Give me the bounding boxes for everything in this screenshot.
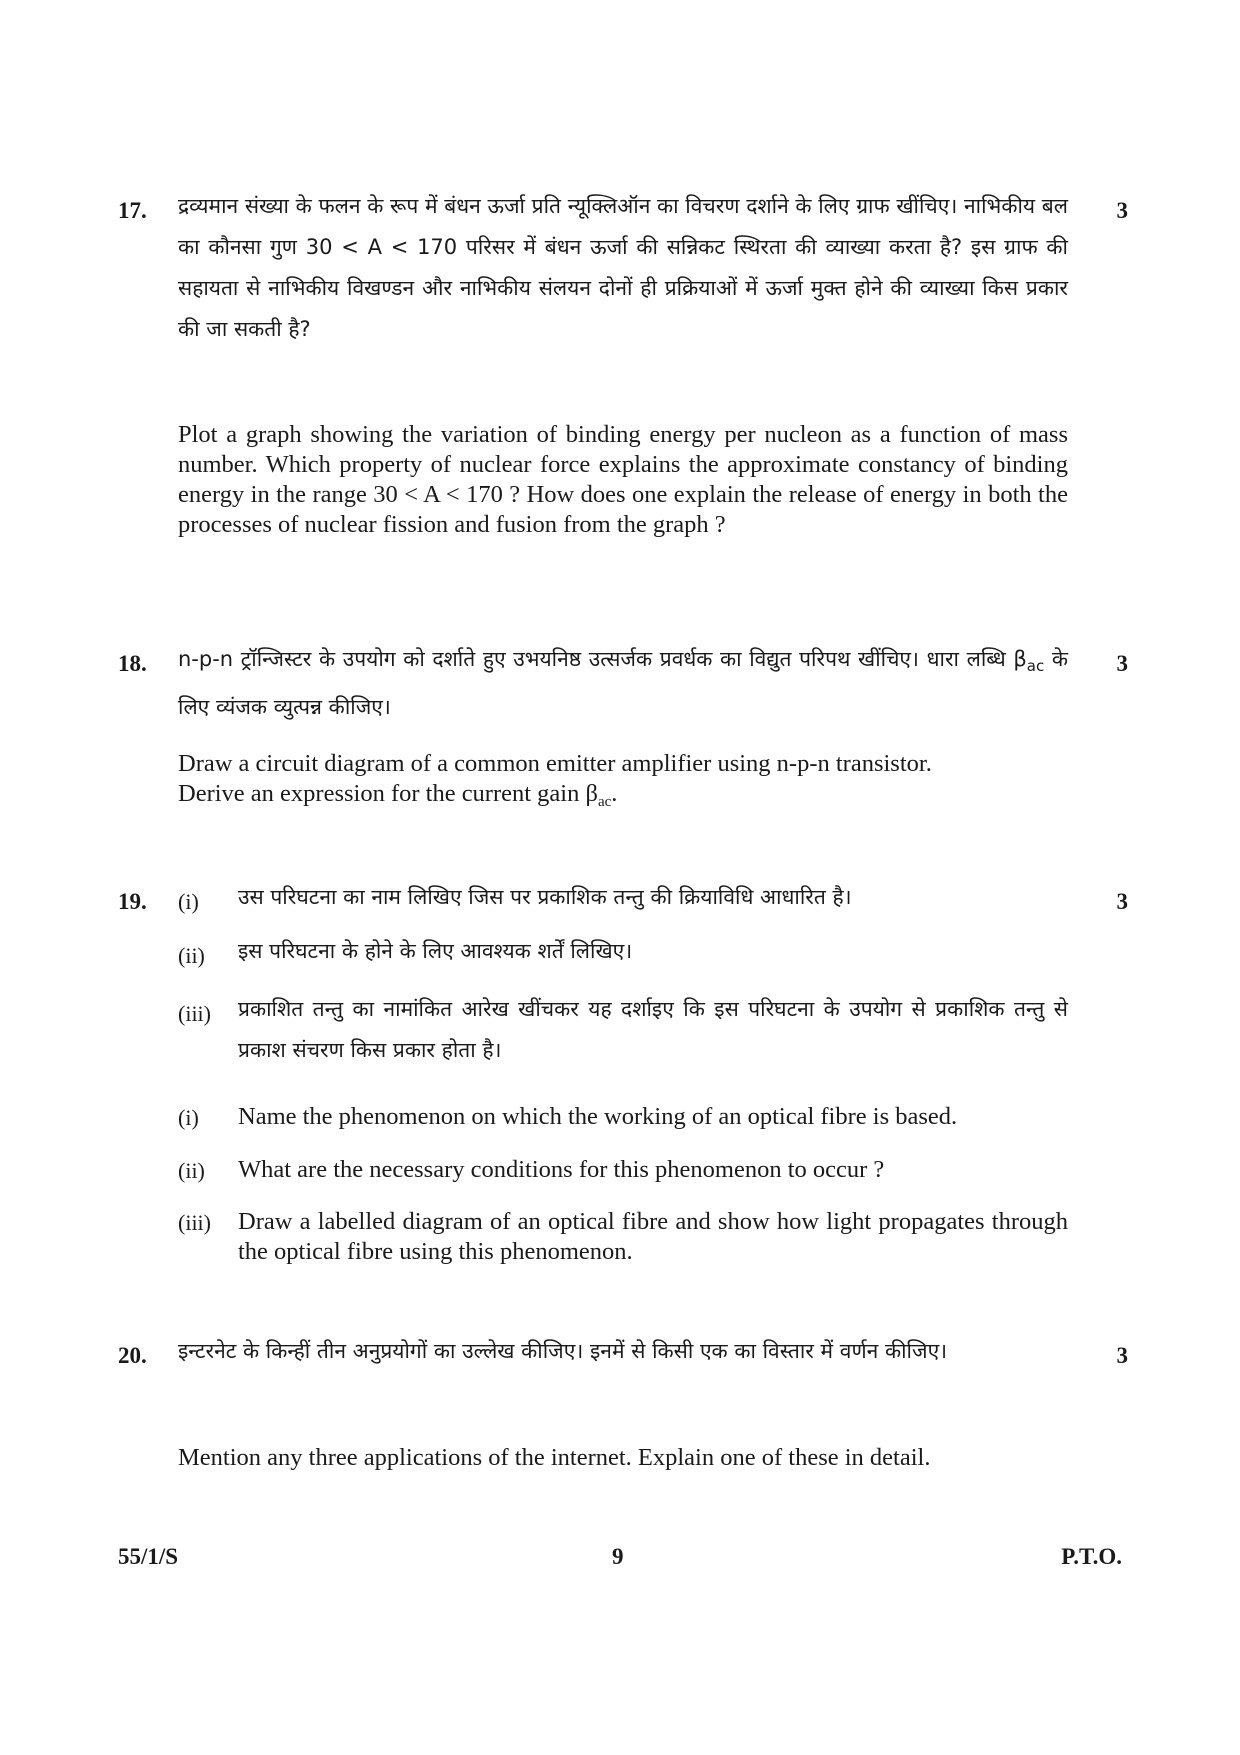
question-text-english: Mention any three applications of the internet. Explain one of these in detail. xyxy=(178,1444,931,1471)
question-marks: 3 xyxy=(1116,1343,1128,1368)
question-text-english: Draw a circuit diagram of a common emitter amplifier using n-p-n transistor. Derive an expression for the current gain $\beta_{ac}$. xyxy=(178,750,932,810)
page-number: 9 xyxy=(612,1544,624,1569)
question-text-hindi: n-p-n ट्रॉन्जिस्टर के उपयोग को दर्शाते हुए उभयनिष्ठ उत्सर्जक प्रवर्धक का विद्युत परिपथ खींचिए। धारा लब्धि $\beta_{ac}$ के लिए व्यंजक व्युत्पन्न कीजिए। xyxy=(178,647,1068,719)
question-marks: 3 xyxy=(1116,198,1128,223)
question-text-english: Plot a graph showing the variation of binding energy per nucleon as a function of mass number. Which property of nuclear force explains the approximate constancy of binding energy in the range 30 < A < 170 ? How does one explain the release of energy in both the processes of nuclear fission and fusion from the graph ? xyxy=(178,421,1068,538)
question-number: 19. xyxy=(118,889,147,914)
question-marks: 3 xyxy=(1116,889,1128,914)
question-marks: 3 xyxy=(1116,651,1128,676)
please-turn-over: P.T.O. xyxy=(1061,1544,1122,1569)
question-number: 18. xyxy=(118,651,147,676)
question-text-hindi: द्रव्यमान संख्या के फलन के रूप में बंधन ऊर्जा प्रति न्यूक्लिऑन का विचरण दर्शाने के लिए ग्राफ खींचिए। नाभिकीय बल का कौनसा गुण 30 < A < 170 परिसर में बंधन ऊर्जा की सन्निकट स्थिरता की व्याख्या करता है? इस ग्राफ की सहायता से नाभिकीय विखण्डन और नाभिकीय संलयन दोनों ही प्रक्रियाओं में ऊर्जा मुक्त होने की व्याख्या किस प्रकार की जा सकती है? xyxy=(178,194,1068,341)
exam-page: 17. 3 द्रव्यमान संख्या के फलन के रूप में बंधन ऊर्जा प्रति न्यूक्लिऑन का विचरण दर्शाने के लिए ग्राफ खींचिए। नाभिकीय बल का कौनसा गुण 30 < A < 170 परिसर में बंधन ऊर्जा की सन्निकट स्थिरता की व्याख्या करता है? इस ग्राफ की सहायता से नाभिकीय विखण्डन और नाभिकीय संलयन दोनों ही प्रक्रियाओं में ऊर्जा मुक्त होने की व्याख्या किस प्रकार की जा सकती है? Plot a graph showing the variation of binding energy per nucleon as a function of mass number. Which property of nuclear force explains the approximate constancy of binding energy in the range 30 < A < 170 ? How does one explain the release of energy in both the processes of nuclear fission and fusion from the graph ? 18. 3 n-p-n ट्रॉन्जिस्टर के उपयोग को दर्शाते हुए उभयनिष्ठ उत्सर्जक प्रवर्धक का विद्युत परिपथ खींचिए। धारा लब्धि $\beta_{ac}$ के लिए व्यंजक व्युत्पन्न कीजिए। Draw a circuit diagram of a common emitter amplifier using n-p-n transistor. Derive an expression for the current gain $\beta_{ac}$. 19. 3 (i) उस परिघटना का नाम लिखिए जिस पर प्रकाशिक तन्तु की क्रियाविधि आधारित है। (ii) इस परिघटना के होने के लिए आवश्यक शर्तें लिखिए। (iii) प्रकाशित तन्तु का नामांकित आरेख खींचकर यह दर्शाइए कि इस परिघटना के उपयोग से प्रकाशिक तन्तु से प्रकाश संचरण किस प्रकार होता है। (i) Name the phenomenon on which the working of an optical fibre is based. (ii) What are the necessary conditions for this phenomenon to occur ? (iii) Draw a labelled diagram of an optical fibre and show how light propagates through the optical fibre using this phenomenon. 20. 3 इन्टरनेट के किन्हीं तीन अनुप्रयोगों का उल्लेख कीजिए। इनमें से किसी एक का विस्तार में वर्णन कीजिए। Mention any three applications of the internet. Explain one of these in detail. 55/1/S 9 P.T.O. xyxy=(0,0,1240,1755)
paper-code: 55/1/S xyxy=(118,1544,179,1569)
question-text-hindi: इन्टरनेट के किन्हीं तीन अनुप्रयोगों का उल्लेख कीजिए। इनमें से किसी एक का विस्तार में वर्णन कीजिए। xyxy=(178,1339,948,1363)
question-number: 17. xyxy=(118,198,147,223)
question-number: 20. xyxy=(118,1343,147,1368)
